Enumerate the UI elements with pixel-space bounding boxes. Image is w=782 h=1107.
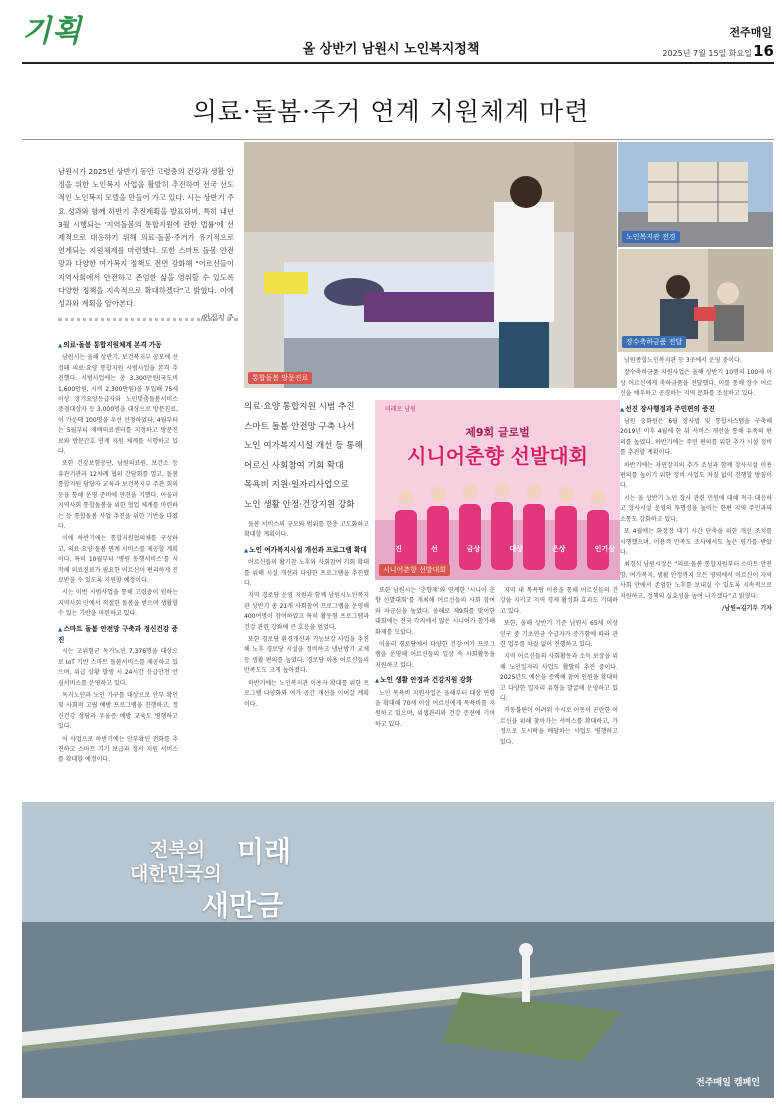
photo-caption: 장수축하금품 전달 — [622, 336, 686, 348]
header-rule — [22, 62, 774, 64]
key-point: 어르신 사회참여 기회 확대 — [244, 460, 344, 471]
headline: 의료·돌봄·주거 연계 지원체계 마련 — [192, 97, 590, 126]
body-paragraph: 또 4월에는 화장장 대기 시간 단축을 위한 개선 조치를 시행했으며, 이용객 만족도 조사에서도 높은 평가를 받았다. — [620, 528, 772, 556]
award-label: 인기상 — [594, 545, 615, 553]
contest-awards — [395, 544, 615, 554]
section-tag: 기획 — [22, 14, 82, 49]
award-label: 선 — [430, 545, 438, 553]
section-subhead: ▲ 노인 생활 안정과 건강지원 강화 — [375, 675, 495, 686]
body-paragraph: 돌봄 서비스의 규모와 범위를 한층 고도화하고 확대할 계획이다. — [244, 521, 369, 539]
body-paragraph: 남원종합노인복지관 등 3곳에서 운영 중이다. — [624, 357, 742, 364]
series-title: 올 상반기 남원시 노인복지정책 — [302, 42, 480, 57]
dateline: 2025년 7월 15일 화요일 — [662, 49, 752, 58]
contest-title-small: 제9회 글로벌 — [465, 426, 530, 439]
body-paragraph: 또한 경로당 환경개선과 기능보강 사업을 추진해 노후 경로당 시설을 정비하고 냉난방기 교체 등 생활 편의를 높였다. 경로당 이용 어르신들의 만족도도 크게 높아졌다. — [244, 636, 369, 675]
key-points — [244, 398, 370, 515]
body-column-4 — [500, 586, 618, 792]
body-paragraph: 지역 경로당 운영 지원과 함께 남원시노인복지관 상반기 총 21개 사회참여 프로그램을 운영해 400여명이 참여하였고 특히 활동형 프로그램과 건강 관련 강좌에 큰 호응을 얻었다. — [244, 592, 369, 631]
body-paragraph: 최경식 남원시장은 “의료·돌봄 통합지원부터 스마트 안전망, 여가복지, 생활 안정까지 모든 영역에서 어르신이 지역사회 안에서 존엄한 노후를 보내실 수 있도록 지속적으로 지원하고, 정책의 실효성을 높여 나가겠다”고 밝혔다. — [620, 561, 772, 600]
key-point: 노인 생활 안정·건강지원 강화 — [244, 499, 355, 510]
award-label: 대상 — [509, 545, 523, 553]
key-point: 스마트 돌봄 안전망 구축 나서 — [244, 421, 355, 432]
section-subhead: ▲ 스마트 돌봄 안전망 구축과 정신건강 증진 — [58, 624, 178, 646]
key-point: 목욕비 지원·일자리사업으로 — [244, 480, 350, 490]
body-paragraph: 또한, 올해 상반기 기준 남원시 65세 이상 인구 중 기초연금 수급자가 증가함에 따라 관련 업무를 차질 없이 진행하고 있다. — [500, 620, 618, 649]
body-paragraph: 독거노인과 노인 가구를 대상으로 안부 확인 및 사회적 고립 예방 프로그램을 진행하고, 정신건강 상담과 우울증 예방 교육도 병행하고 있다. — [58, 692, 178, 731]
body-paragraph: 시는 올 상반기 노인 장사 관련 민원에 대해 적극 대응하고 장사시설 운영의 투명성을 높이는 한편 지역 주민과의 소통도 강화하고 있다. — [620, 494, 772, 523]
ad-word1: 미래 — [237, 835, 292, 868]
body-paragraph: 남원 승화원은 6월 장사법 및 통합시스템을 구축해 2019년 이후 4월에 한 뒤 서비스 개선을 통해 유족의 편의를 높였다. 하반기에는 주민 편의를 위한 추가 시설 정비를 추진할 계획이다. — [620, 418, 772, 457]
lead-text: 남원시가 2025년 상반기 동안 고령층의 건강과 생활 안정을 위한 노인복지 사업을 활발히 추진하며 전국 선도적인 노인복지 모델을 만들어 가고 있다. 시는 상반기 주요 성과와 함께 하반기 추진계획을 발표하며, 특히 내년 3월 시행되는 '지역돌봄의 통합지원에 관한 법률'에 선제적으로 대응하기 위해 의료·돌봄·주거가 유기적으로 연계되는 지원체계를 마련했다. 또한 스마트 돌봄 안전망과 다양한 여가복지 정책도 전면 강화해 "어르신들이 지역사회에서 안전하고 존엄한 삶을 영위할 수 있도록 다양한 정책을 지속적으로 확대하겠다"고 밝혔다. 이에 성과와 계획을 알아본다. — [58, 167, 234, 309]
lead-paragraph — [58, 165, 234, 324]
contest-title-large: 시니어춘향 선발대회 — [407, 444, 588, 468]
photo-caption: 통합돌봄 방문진료 — [248, 372, 312, 384]
award-label: 은상 — [552, 545, 566, 553]
body-paragraph: 이에 하반기에는 통합지원협의체를 구성하고, 의료·요양·돌봄 연계 서비스를 제공할 계획이다. 특히 10월부터 '병원 동행서비스'를 시작해 의료진료가 필요한 어르신이 편리하게 진료받을 수 있도록 지원할 예정이다. — [58, 535, 178, 584]
body-paragraph: 이 사업으로 하반기에는 안부확인 전화를 추진하고 스마트 기기 보급과 정서 지원 서비스를 확대할 예정이다. — [58, 735, 178, 764]
article-byline: /남원=김기두 기자 — [722, 604, 772, 612]
body-paragraph: 어르신들의 활기찬 노후와 사회참여 기회 확대를 위해 시설 개선과 다양한 프로그램을 추진했다. — [244, 559, 369, 588]
body-paragraph: 장수축하금품 지원사업은 올해 상반기 10명의 100세 이상 어르신에게 축하금품을 전달했다. 이를 통해 장수 어르신을 예우하고 공경하는 지역 문화를 조성하고 있다. — [620, 369, 772, 398]
contest-banner-top: 미래로 남원 — [385, 406, 416, 413]
body-paragraph: 지역 내 목욕탕 이용을 통해 어르신들의 건강을 지키고 지역 경제 활성화 효과도 기대하고 있다. — [500, 587, 618, 615]
photo-welfare-center — [618, 142, 773, 247]
lead-byline: /안집지 주 — [201, 313, 234, 323]
body-paragraph: 또한 건강보험공단, 남원의료원, 보건소 등 유관기관과 12차례 협의 간담회를 열고, 돌봄 통합지원 담당자 교육과 보건복지부 주관 회의 등을 통해 운영 준비에 만전을 기했다. 아울러 지역사회 통합돌봄을 위한 협업 체계를 마련하는 등 통합돌봄 사업 추진을 위한 기반을 다졌다. — [58, 460, 178, 530]
body-paragraph: 이울러 경로당에서 다양한 건강·여가 프로그램을 운영해 어르신들의 일상 속 사회활동을 지원하고 있다. — [375, 641, 495, 669]
body-column-5 — [620, 356, 772, 791]
photo-home-visit — [244, 142, 617, 388]
section-subhead: ▲ 노인 여가복지시설 개선과 프로그램 확대 — [244, 545, 369, 556]
body-paragraph: 하반기에는 자연장지의 추가 조성과 함께 장사시설 이용 편의를 높이기 위한 정비 사업도 차질 없이 진행할 방침이다. — [620, 461, 772, 490]
award-label: 금상 — [466, 545, 481, 553]
body-column-3 — [375, 586, 495, 792]
photo-caption: 노인복지관 전경 — [622, 231, 680, 243]
section-subhead: ▲ 선진 장사행정과 주민편의 증진 — [620, 404, 772, 415]
key-point: 노인 여가복지시설 개선 등 통해 — [244, 441, 363, 451]
body-paragraph: 노인 목욕비 지원사업은 올해부터 대상 연령을 확대해 70세 이상 어르신에게 목욕비를 지원하고 있으며, 위생관리와 건강 증진에 기여하고 있다. — [375, 689, 495, 728]
section-subhead: ▲ 의료·돌봄 통합지원체계 본격 가동 — [58, 340, 178, 351]
photo-home-visit-image — [244, 142, 617, 388]
body-paragraph: 시는 이번 시범사업을 통해 고령층이 원하는 지역사회 안에서 적절한 돌봄을 받으며 생활할 수 있는 기반을 마련하고 있다. — [58, 589, 178, 618]
ad-line1: 전북의 — [150, 839, 206, 861]
ad-line2: 대한민국의 — [130, 863, 222, 885]
page-header — [0, 0, 782, 66]
photo-senior-chunhyang — [375, 400, 620, 580]
paper-name: 전주매일 — [729, 26, 772, 39]
campaign-ad — [22, 802, 774, 1098]
body-paragraph: 하반기에는 노인복지관 이용자 확대를 위한 프로그램 다양화와 여가 공간 개선을 이어갈 계획이다. — [244, 679, 369, 708]
ad-saemangeum-image — [22, 802, 774, 1098]
body-paragraph: 시는 고위험군 독거노인 7,376명을 대상으로 IoT 기반 스마트 돌봄서비스를 제공하고 있으며, 위급 상황 발생 시 24시간 응급안전 안심서비스를 운영하고 있다. — [58, 648, 178, 687]
body-paragraph: 남원시는 올해 상반기, 보건복지부 공모에 선정돼 의료·요양 통합지원 시범사업을 본격 추진했다. 시범사업에는 총 3,300만원(국도비 1,600만원, 시비 2,300만원)을 투입해 75세 이상 장기요양등급자와 노인맞춤돌봄서비스 중점대상자 등 3,000명을 대상으로 방문진료, 이 가운데 100명을 우선 선정하였다. 4월부터는 5월부터 재택의료센터를 지정하고 방문진료와 방문간호 연계 지원 체계를 시행하고 있다. — [58, 354, 178, 456]
body-paragraph: 지역 어르신들의 사회활동과 소득 보장을 위해 노인일자리 사업도 활발히 추진 중이다. 2025년도 예산을 증액해 참여 인원을 확대하고 다양한 일자리 유형을 발굴해 운영하고 있다. — [500, 653, 618, 703]
ad-credit: 전주매일 캠페인 — [696, 1078, 760, 1088]
body-paragraph: 또한 남원시는 ‘춘향제’와 연계한 ‘시니어 춘향 선발대회’를 개최해 어르신들의 사회 참여와 자긍심을 높였다. 올해로 제9회를 맞이한 대회에는 전국 각지에서 많은 시니어가 참가해 화제를 모았다. — [375, 587, 495, 636]
key-point: 의료·요양 통합지원 시범 추진 — [244, 402, 355, 412]
body-column-1 — [58, 336, 178, 791]
award-label: 진 — [395, 545, 402, 553]
ad-word2: 새만금 — [202, 889, 284, 922]
page-number: 16 — [753, 42, 774, 60]
dotted-divider — [58, 318, 238, 321]
photo-caption: 시니어춘향 선발대회 — [379, 564, 450, 576]
headline-rule — [22, 139, 774, 140]
body-paragraph: 거동불편이 어려워 수시로 이동이 곤란한 어르신을 위해 찾아가는 서비스를 확대하고, 가정으로 도시락을 배달하는 사업도 병행하고 있다. — [500, 707, 618, 746]
body-column-2 — [244, 520, 369, 792]
photo-longevity-gift — [618, 249, 773, 352]
